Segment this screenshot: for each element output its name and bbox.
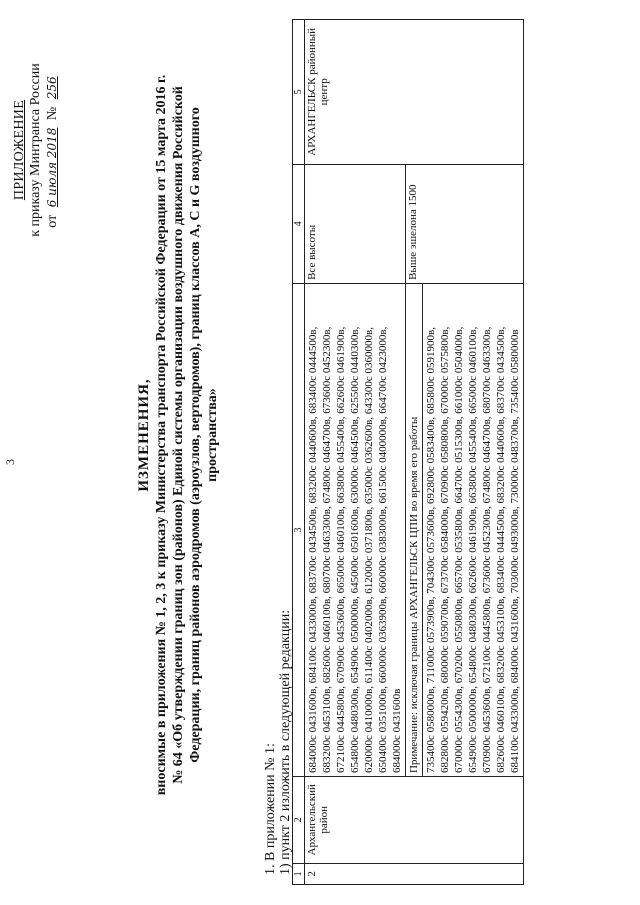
district-cell: Архангельский район (305, 777, 524, 864)
order-number-handwritten: 256 (45, 76, 59, 100)
row-number-cell: 2 (305, 863, 524, 884)
table-row (305, 20, 406, 885)
appendix-block (12, 15, 61, 285)
table-header-cell: 3 (293, 283, 305, 776)
table-header-cell: 5 (293, 20, 305, 165)
table-header-cell: 4 (293, 164, 305, 283)
heading-line: Федерации, границ районов аэродромов (аэроузлов, вертодромов), границ классов A, C и G воздушного (188, 107, 203, 763)
heading-line: вносимые в приложения № 1, 2, 3 к приказу Министерства транспорта Российской Федерации от 15 марта 2016 г. (154, 74, 169, 796)
heading-line: пространства» (205, 388, 220, 482)
order-line (44, 72, 61, 227)
table-header-row (293, 20, 305, 885)
note-altitude-cell: Выше эшелона 1500 (406, 164, 524, 283)
table-header-cell: 1 (293, 863, 305, 884)
page-number: 3 (3, 459, 17, 465)
note-cell: Примечание: исключая границы АРХАНГЕЛЬСК ЦПИ во время его работы (406, 283, 423, 776)
document-heading (136, 5, 221, 865)
altitude-cell: Все высоты (305, 164, 406, 283)
heading-line: № 64 «Об утверждении границ зон (районов) Единой системы организации воздушного движения Российской (171, 86, 186, 784)
note-coordinates-cell: 735400с 0580000в, 711000с 0573900в, 704300с 0573600в, 692800с 0583400в, 685800с 0591900в, 682800с 0594200в, 680000с 0590700в, 673700с 0584000в, 670900с 0580800в, 670000с 0575800в, 670000с 0554300в, 670200с 0550800в, 665700с 0535800в, 664700с 0515300в, 661000с 0504000в, 654900с 0500000в, 654800с 0480300в, 662600с 0461900в, 663800с 0455400в, 665000с 0460100в, 670900с 0453600в, 672100с 0445800в, 673600с 0452300в, 674800с 0464700в, 680700с 0463300в, 682600с 0460100в, 683200с 0453100в, 683400с 0444500в, 683200с 0440600в, 683700с 0434500в, 684100с 0433000в, 684000с 0431600в, 703000с 0493000в, 730000с 0483700в, 735400с 0580000в (423, 283, 524, 776)
order-date-handwritten: 6 июля 2018 (45, 127, 59, 208)
order-number-label: № (45, 106, 60, 121)
appendix-line: к приказу Минтранса России (28, 63, 43, 237)
table-header-cell: 2 (293, 777, 305, 864)
annex-label: 1. В приложении № 1: (263, 743, 278, 875)
coordinates-cell: 684000с 0431600в, 684100с 0433000в, 683700с 0434500в, 683200с 0440600в, 683400с 0444500в, 683200с 0453100в, 682600с 0460100в, 680700с 0463300в, 674800с 0464700в, 673600с 0452300в, 672100с 0445800в, 670900с 0453600в, 665000с 0460100в, 663800с 0455400в, 662600с 0461900в, 654800с 0480300в, 654900с 0500000в, 645000с 0501600в, 630000с 0464500в, 625500с 0440300в, 620000с 0410000в, 611400с 0402000в, 612000с 0371800в, 635000с 0362600в, 643300с 0360000в, 650400с 0351000в, 660000с 0363900в, 660000с 0383000в, 661500с 0400000в, 664700с 0423000в, 684000с 0431600в (305, 283, 406, 776)
center-cell: АРХАНГЕЛЬСК районный центр (305, 20, 524, 165)
point-label: 1) пункт 2 изложить в следующей редакции: (278, 609, 293, 875)
heading-title: ИЗМЕНЕНИЯ, (136, 378, 152, 492)
appendix-title: ПРИЛОЖЕНИЕ (12, 99, 27, 201)
zones-table (292, 19, 524, 885)
order-prefix: от (45, 214, 60, 228)
